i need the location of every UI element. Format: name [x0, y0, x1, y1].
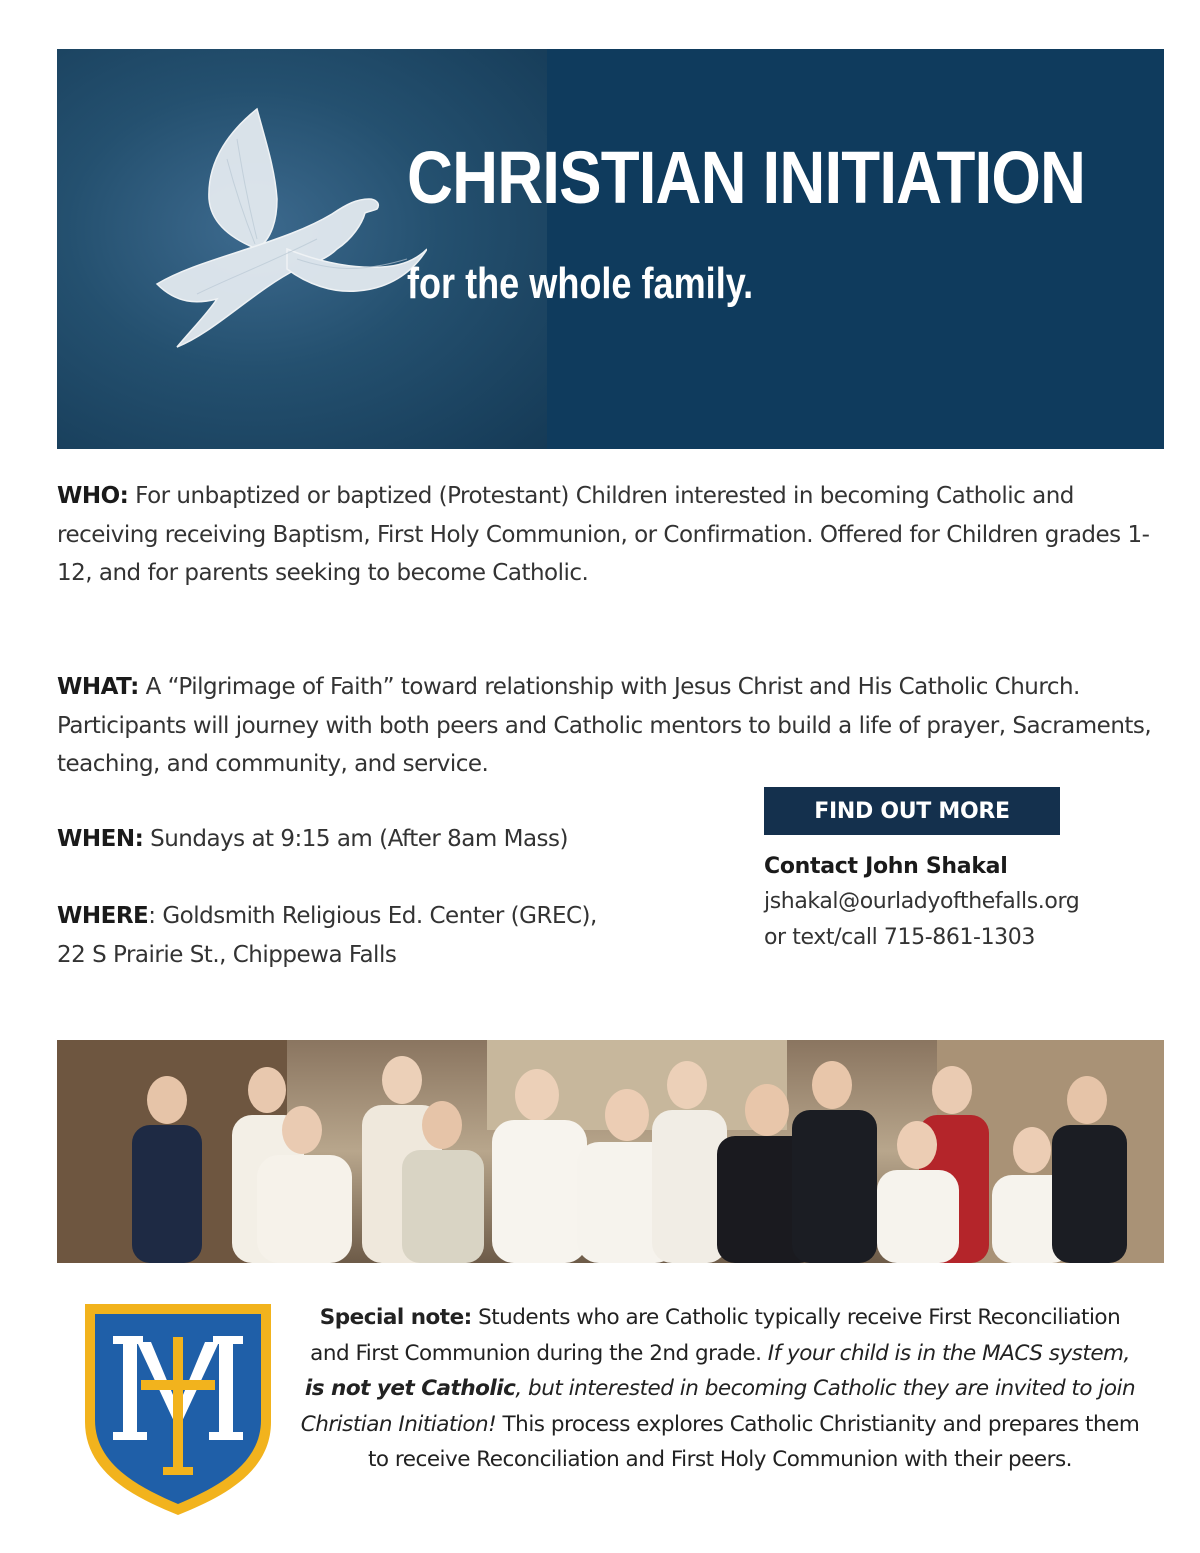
- what-text: A “Pilgrimage of Faith” toward relationship with Jesus Christ and His Catholic Church. Participants will journey with both peers and Catholic mentors to build a life of prayer, Sacraments, teaching, and community, and service.: [57, 674, 1152, 777]
- banner-title: CHRISTIAN INITIATION: [407, 136, 1086, 219]
- note-text-4: , but interested in becoming Catholic they are invited to join Christian Initiation!: [300, 1376, 1136, 1437]
- special-note-label: Special note:: [319, 1305, 472, 1330]
- what-label: WHAT:: [57, 674, 139, 700]
- group-photo: [57, 1040, 1164, 1263]
- note-text-3: is not yet Catholic: [304, 1376, 516, 1401]
- when-text: Sundays at 9:15 am (After 8am Mass): [143, 826, 568, 852]
- contact-phone: or text/call 715-861-1303: [764, 925, 1035, 950]
- what-paragraph: [57, 668, 1177, 784]
- note-text-2: If your child is in the MACS system,: [767, 1340, 1130, 1366]
- find-out-more-button[interactable]: FIND OUT MORE: [764, 787, 1060, 835]
- when-paragraph: [57, 820, 737, 859]
- where-text: : Goldsmith Religious Ed. Center (GREC),: [148, 903, 597, 929]
- special-note: [300, 1300, 1140, 1478]
- dove-icon: [137, 99, 427, 349]
- who-paragraph: [57, 477, 1167, 593]
- contact-name: Contact John Shakal: [764, 854, 1008, 879]
- note-text-1: Students who are Catholic typically receive First Reconciliation and First Communion during the 2nd grade.: [310, 1305, 1121, 1366]
- who-label: WHO:: [57, 483, 129, 509]
- contact-email[interactable]: jshakal@ourladyofthefalls.org: [764, 889, 1080, 914]
- where-address: 22 S Prairie St., Chippewa Falls: [57, 941, 397, 968]
- note-text-5: This process explores Catholic Christianity and prepares them to receive Reconciliation and First Holy Communion with their peers.: [367, 1411, 1140, 1472]
- school-crest-icon: [83, 1302, 273, 1517]
- navy-panel: [547, 49, 1164, 449]
- where-label: WHERE: [57, 903, 149, 929]
- who-text: For unbaptized or baptized (Protestant) Children interested in becoming Catholic and receiving receiving Baptism, First Holy Communion, or Confirmation. Offered for Children grades 1-12, and for parents seeking to become Catholic.: [57, 483, 1150, 586]
- when-label: WHEN:: [57, 826, 144, 852]
- header-banner: [57, 49, 1164, 449]
- where-paragraph: [57, 897, 737, 974]
- banner-subtitle: for the whole family.: [407, 259, 754, 308]
- contact-block: [764, 850, 1184, 956]
